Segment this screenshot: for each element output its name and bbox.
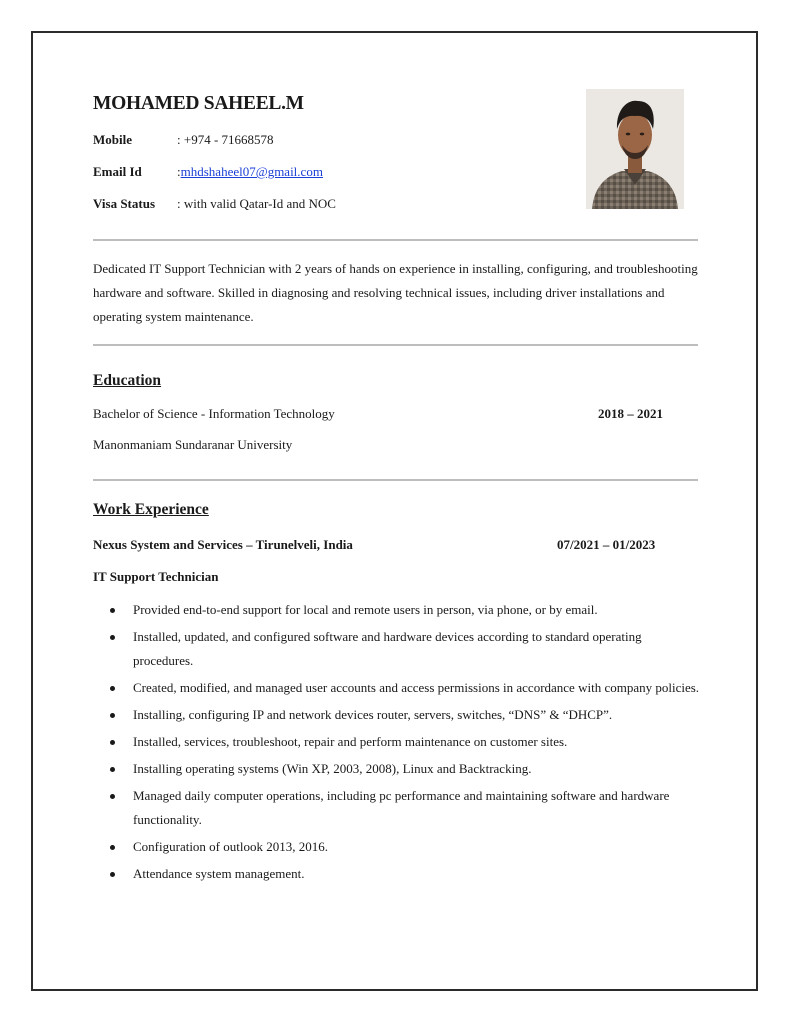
- list-item-text: Provided end-to-end support for local and remote users in person, via phone, or by email.: [133, 602, 598, 617]
- bullet-icon: [110, 872, 115, 877]
- bullet-icon: [110, 767, 115, 772]
- email-label: Email Id: [93, 164, 142, 179]
- list-item: [93, 835, 705, 859]
- contact-mobile: [93, 131, 274, 149]
- list-item-text: Installed, services, troubleshoot, repair and perform maintenance on customer sites.: [133, 734, 568, 749]
- list-item-text: Installing, configuring IP and network devices router, servers, switches, “DNS” & “DHCP”.: [133, 707, 613, 722]
- email-prefix: :: [177, 164, 181, 179]
- responsibilities-list: [93, 598, 705, 889]
- profile-photo-image: [586, 89, 684, 209]
- visa-value: : with valid Qatar-Id and NOC: [177, 196, 336, 211]
- contact-email: [93, 163, 323, 181]
- profile-photo: [586, 89, 684, 209]
- education-degree: Bachelor of Science - Information Technology: [93, 406, 335, 421]
- work-dates: 07/2021 – 01/2023: [557, 537, 656, 552]
- work-role: IT Support Technician: [93, 569, 219, 584]
- list-item-text: Attendance system management.: [133, 866, 305, 881]
- mobile-value: : +974 - 71668578: [177, 132, 274, 147]
- list-item: [93, 625, 705, 673]
- list-item: [93, 676, 705, 700]
- list-item: [93, 598, 705, 622]
- email-link[interactable]: mhdshaheel07@gmail.com: [180, 164, 323, 179]
- bullet-icon: [110, 740, 115, 745]
- candidate-name: MOHAMED SAHEEL.M: [93, 93, 304, 114]
- list-item-text: Configuration of outlook 2013, 2016.: [133, 839, 328, 854]
- bullet-icon: [110, 845, 115, 850]
- list-item-text: Installed, updated, and configured software and hardware devices according to standard operating procedures.: [133, 629, 642, 668]
- list-item: [93, 784, 705, 832]
- education-heading: Education: [93, 372, 162, 389]
- list-item-text: Created, modified, and managed user accounts and access permissions in accordance with company policies.: [133, 680, 700, 695]
- education-university: Manonmaniam Sundaranar University: [93, 437, 293, 452]
- list-item: [93, 730, 705, 754]
- mobile-label: Mobile: [93, 132, 132, 147]
- visa-label: Visa Status: [93, 196, 156, 211]
- bullet-icon: [110, 686, 115, 691]
- list-item: [93, 703, 705, 727]
- list-item: [93, 862, 705, 886]
- list-item: [93, 757, 705, 781]
- bullet-icon: [110, 635, 115, 640]
- contact-visa: [93, 195, 336, 213]
- bullet-icon: [110, 794, 115, 799]
- bullet-icon: [110, 608, 115, 613]
- work-experience-heading: Work Experience: [93, 501, 209, 518]
- work-company: Nexus System and Services – Tirunelveli, India: [93, 537, 353, 552]
- professional-summary: Dedicated IT Support Technician with 2 years of hands on experience in installing, configuring, and troubleshooting hardware and software. Skilled in diagnosing and resolving technical issues, including driver installations and operating system maintenance.: [93, 261, 698, 324]
- bullet-icon: [110, 713, 115, 718]
- list-item-text: Installing operating systems (Win XP, 2003, 2008), Linux and Backtracking.: [133, 761, 532, 776]
- education-years: 2018 – 2021: [598, 406, 663, 421]
- divider: [93, 479, 698, 481]
- divider: [93, 344, 698, 346]
- list-item-text: Managed daily computer operations, including pc performance and maintaining software and hardware functionality.: [133, 788, 670, 827]
- divider: [93, 239, 698, 241]
